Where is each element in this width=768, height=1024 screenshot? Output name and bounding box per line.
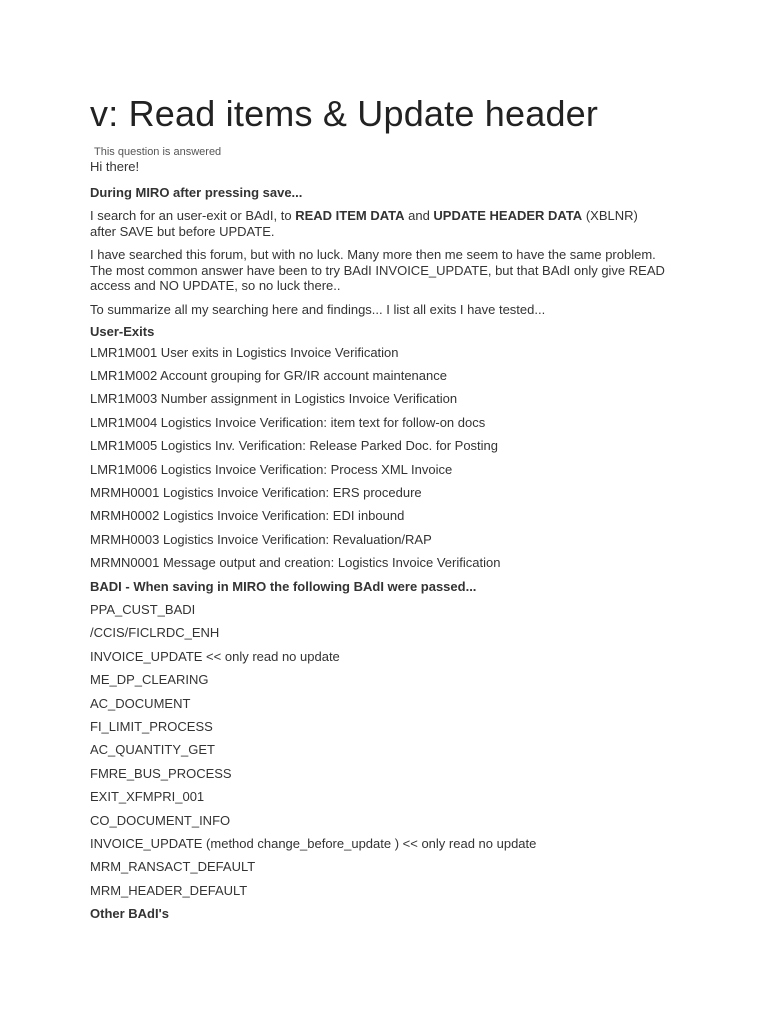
badi-item: EXIT_XFMPRI_001 bbox=[90, 789, 205, 805]
user-exit-item: LMR1M006 Logistics Invoice Verification: Process XML Invoice bbox=[90, 461, 453, 477]
user-exits-heading: User-Exits bbox=[90, 324, 155, 339]
badi-item: MRM_HEADER_DEFAULT bbox=[90, 882, 248, 898]
badi-item: PPA_CUST_BADI bbox=[90, 601, 196, 617]
search-text-3: (XBLNR) bbox=[582, 208, 638, 223]
badi-item: INVOICE_UPDATE << only read no update bbox=[90, 648, 340, 664]
user-exit-item: LMR1M004 Logistics Invoice Verification: item text for follow-on docs bbox=[90, 414, 486, 430]
read-item-data-text: READ ITEM DATA bbox=[295, 208, 405, 223]
forum-line-1: I have searched this forum, but with no luck. Many more then me seem to have the same problem. bbox=[90, 247, 656, 262]
user-exit-item: LMR1M005 Logistics Inv. Verification: Release Parked Doc. for Posting bbox=[90, 438, 499, 454]
badi-item: FI_LIMIT_PROCESS bbox=[90, 719, 213, 734]
badi-list bbox=[90, 598, 690, 902]
forum-line-2: The most common answer have been to try BAdI INVOICE_UPDATE, but that BAdI only give READ bbox=[90, 262, 665, 278]
badi-item: FMRE_BUS_PROCESS bbox=[90, 765, 232, 781]
update-header-data-text: UPDATE HEADER DATA bbox=[433, 208, 583, 223]
badi-item: AC_QUANTITY_GET bbox=[90, 742, 215, 758]
user-exit-item: MRMH0003 Logistics Invoice Verification: Revaluation/RAP bbox=[90, 531, 432, 547]
post-body bbox=[90, 159, 690, 340]
summary-text: To summarize all my searching here and findings... I list all exits I have tested... bbox=[90, 301, 546, 317]
badi-item: ME_DP_CLEARING bbox=[90, 672, 209, 688]
user-exit-item: MRMH0001 Logistics Invoice Verification: ERS procedure bbox=[90, 484, 422, 500]
badi-item: INVOICE_UPDATE (method change_before_update ) << only read no update bbox=[90, 836, 537, 852]
intro-bold-text: During MIRO after pressing save... bbox=[90, 184, 303, 200]
user-exit-item: LMR1M002 Account grouping for GR/IR account maintenance bbox=[90, 367, 447, 383]
badi-item: CO_DOCUMENT_INFO bbox=[90, 812, 231, 828]
greeting-text: Hi there! bbox=[90, 159, 140, 174]
badi-item: /CCIS/FICLRDC_ENH bbox=[90, 625, 220, 641]
page-title: v: Read items & Update header bbox=[90, 93, 599, 134]
badi-item: AC_DOCUMENT bbox=[90, 695, 191, 711]
other-badis-heading: Other BAdI's bbox=[90, 906, 169, 922]
document-page bbox=[90, 92, 690, 926]
forum-paragraph bbox=[90, 247, 690, 294]
search-paragraph bbox=[90, 208, 690, 239]
user-exits-list bbox=[90, 341, 690, 575]
user-exit-item: LMR1M001 User exits in Logistics Invoice Verification bbox=[90, 344, 399, 360]
forum-line-3: access and NO UPDATE, so no luck there.. bbox=[90, 278, 341, 293]
user-exit-item: MRMN0001 Message output and creation: Logistics Invoice Verification bbox=[90, 555, 501, 571]
badi-heading: BADI - When saving in MIRO the following BAdI were passed... bbox=[90, 578, 477, 594]
search-text-line2: after SAVE but before UPDATE. bbox=[90, 223, 275, 239]
answered-status: This question is answered bbox=[94, 146, 222, 158]
user-exit-item: MRMH0002 Logistics Invoice Verification: EDI inbound bbox=[90, 508, 405, 524]
search-text-1: I search for an user-exit or BAdI, to bbox=[90, 208, 296, 223]
search-text-2: and bbox=[404, 208, 434, 223]
badi-item: MRM_RANSACT_DEFAULT bbox=[90, 859, 256, 875]
user-exit-item: LMR1M003 Number assignment in Logistics Invoice Verification bbox=[90, 391, 458, 407]
